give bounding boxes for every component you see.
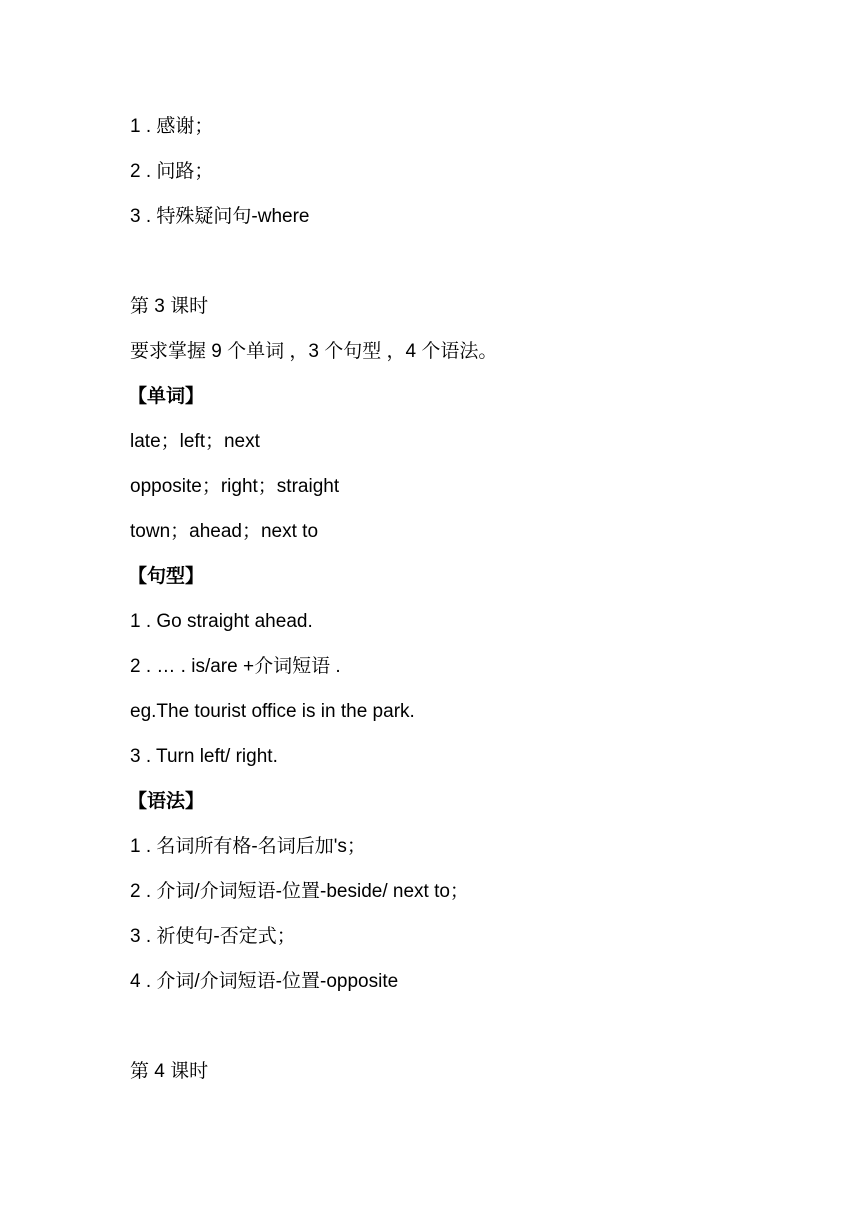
lesson2-item-3: 3 . 特殊疑问句-where bbox=[130, 206, 310, 227]
grammar-item-1: 1 . 名词所有格-名词后加's； bbox=[130, 836, 366, 857]
sentence-pattern-1: 1 . Go straight ahead. bbox=[130, 611, 313, 632]
sentence-patterns-heading: 【句型】 bbox=[128, 566, 205, 587]
lesson2-item-1: 1 . 感谢； bbox=[130, 116, 214, 137]
sentence-pattern-3: 3 . Turn left/ right. bbox=[130, 746, 278, 767]
lesson-4-title: 第 4 课时 bbox=[130, 1061, 209, 1082]
lesson-3-requirement: 要求掌握 9 个单词 ，3 个句型 ，4 个语法。 bbox=[130, 341, 498, 362]
vocabulary-line-3: town；ahead；next to bbox=[130, 521, 319, 542]
lesson-3-title: 第 3 课时 bbox=[130, 296, 209, 317]
grammar-item-3: 3 . 祈使句-否定式； bbox=[130, 926, 296, 947]
vocabulary-heading: 【单词】 bbox=[128, 386, 205, 407]
grammar-heading: 【语法】 bbox=[128, 791, 205, 812]
vocabulary-line-2: opposite；right；straight bbox=[130, 476, 340, 497]
grammar-item-4: 4 . 介词/介词短语-位置-opposite bbox=[130, 971, 399, 992]
lesson2-item-2: 2 . 问路； bbox=[130, 161, 214, 182]
sentence-pattern-2: 2 . … . is/are +介词短语 . bbox=[130, 656, 341, 677]
grammar-item-2: 2 . 介词/介词短语-位置-beside/ next to； bbox=[130, 881, 469, 902]
sentence-pattern-example: eg.The tourist office is in the park. bbox=[130, 701, 415, 722]
vocabulary-line-1: late；left；next bbox=[130, 431, 260, 452]
